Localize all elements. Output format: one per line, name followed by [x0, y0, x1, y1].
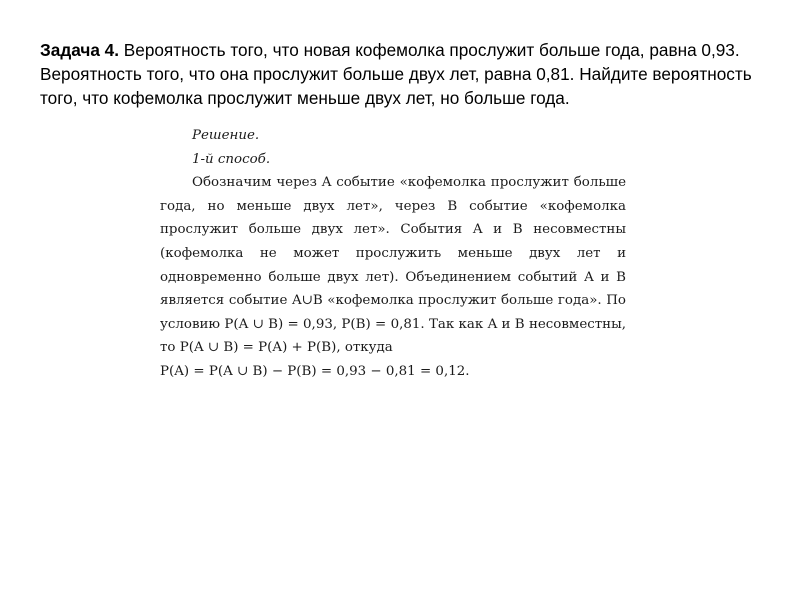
- solution-method: 1-й способ.: [192, 151, 271, 167]
- solution-heading: Решение.: [192, 128, 260, 143]
- solution-body: Обозначим через A событие «кофемолка прослужит больше года, но меньше двух лет», через B событие «кофемолка прослужит больше двух лет». События A и B несовместны (кофемолка не может прослужить меньше двух лет и одновременно больше двух лет). Объединением событий A и B является событие A∪B «кофемолка прослужит больше года». По условию P(A ∪ B) = 0,93, P(B) = 0,81. Так как A и B несовместны, то P(A ∪ B) = P(A) + P(B), откуда: [160, 175, 626, 356]
- task-text: Вероятность того, что новая кофемолка прослужит больше года, равна 0,93. Вероятность того, что она прослужит больше двух лет, равна 0,81. Найдите вероятность того, что кофемолка прослужит меньше двух лет, но больше года.: [40, 40, 752, 108]
- solution-formula: P(A) = P(A ∪ B) − P(B) = 0,93 − 0,81 = 0,12.: [160, 363, 470, 379]
- task-statement: [40, 38, 770, 110]
- solution-image: [160, 124, 626, 384]
- task-label: Задача 4.: [40, 40, 120, 60]
